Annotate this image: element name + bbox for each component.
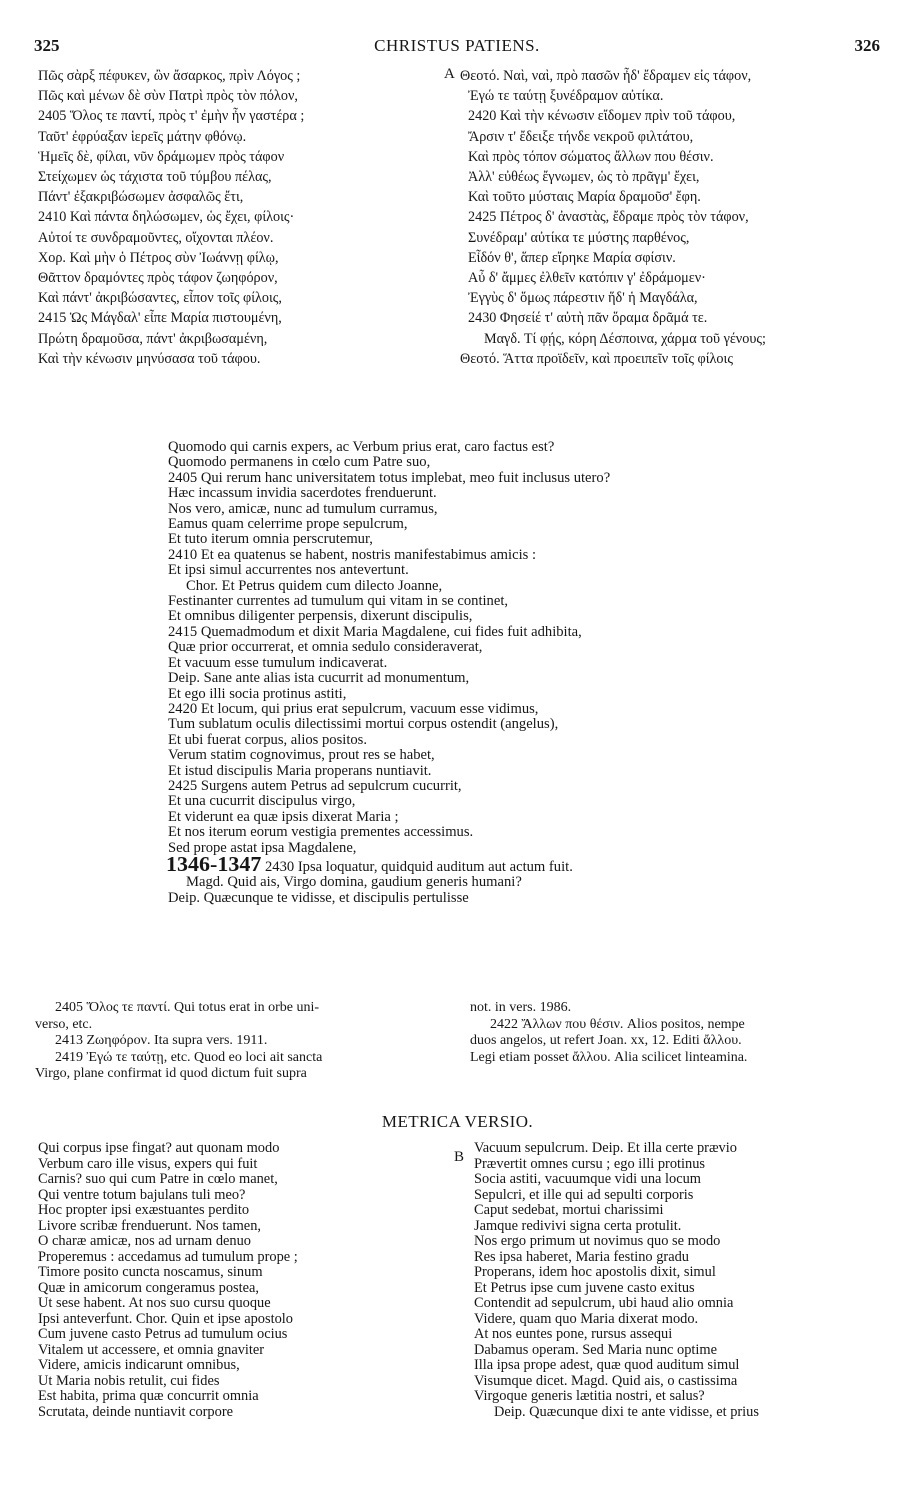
greek-line: 2415 Ὡς Μάγδαλ' εἶπε Μαρία πιστουμένη, <box>38 310 282 327</box>
greek-line: Αὐτοί τε συνδραμοῦντες, οἴχονται πλέον. <box>38 229 274 246</box>
metrica-right-column <box>474 1141 914 1420</box>
greek-line: Ἐγώ τε ταύτῃ ξυνέδραμον αὐτίκα. <box>468 88 664 105</box>
greek-line: Χορ. Καὶ μὴν ὁ Πέτρος σὺν Ἰωάννῃ φίλῳ, <box>38 249 279 266</box>
metrica-line: Qui corpus ipse fingat? aut quonam modo <box>38 1141 280 1156</box>
margin-letter-b: B <box>454 1149 465 1165</box>
footnotes-left <box>35 1000 445 1083</box>
metrica-line: Quæ in amicorum congeramus postea, <box>38 1280 260 1296</box>
latin-line: 2410 Et ea quatenus se habent, nostris manifestabimus amicis : <box>168 547 537 563</box>
latin-line: Quæ prior occurrerat, et omnia sedulo consideraverat, <box>168 640 483 656</box>
footnote-line: Virgo, plane confirmat id quod dictum fuit supra <box>35 1066 307 1082</box>
greek-line: Ἀλλ' εὐθέως ἔγνωμεν, ὡς τὸ πρᾶγμ' ἔχει, <box>468 169 700 186</box>
metrica-line: Carnis? suo qui cum Patre in cœlo manet, <box>38 1172 278 1187</box>
greek-line: 2430 Φησείέ τ' αὐτὴ πᾶν ὅραμα δρᾶμά τε. <box>468 310 708 327</box>
metrica-line: Properemus : accedamus ad tumulum prope ; <box>38 1249 298 1265</box>
metrica-line: Verbum caro ille visus, expers qui fuit <box>38 1156 258 1172</box>
greek-line: Πῶς καὶ μένων δὲ σὺν Πατρὶ πρὸς τὸν πόλον, <box>38 88 298 105</box>
page-header <box>34 36 880 58</box>
latin-line: 2430 Ipsa loquatur, quidquid auditum aut actum fuit. <box>264 859 573 875</box>
latin-line: Et vacuum esse tumulum indicaverat. <box>168 655 388 671</box>
latin-line: 2420 Et locum, qui prius erat sepulcrum, vacuum esse vidimus, <box>168 702 539 717</box>
latin-line: Nos vero, amicæ, nunc ad tumulum curramus, <box>168 501 438 517</box>
footnote-line: 2419 Ἐγώ τε ταύτῃ, etc. Quod eo loci ait sancta <box>55 1049 323 1065</box>
metrica-line: Deip. Quæcunque dixi te ante vidisse, et prius <box>494 1404 759 1420</box>
metrica-line: Hoc propter ipsi exæstuantes perdito <box>38 1203 250 1218</box>
greek-line: Ἄρσιν τ' ἔδειξε τήνδε νεκροῦ φιλτάτου, <box>468 128 694 145</box>
metrica-line: Ipsi anteverfunt. Chor. Quin et ipse apostolo <box>38 1311 293 1327</box>
greek-line: Θᾶττον δραμόντες πρὸς τάφον ζωηφόρον, <box>38 270 278 287</box>
metrica-line: Virgoque generis lætitia nostri, et salus? <box>474 1389 705 1404</box>
footnote-line: 2422 Ἄλλων που θέσιν. Alios positos, nempe <box>490 1016 745 1032</box>
greek-line: 2410 Καὶ πάντα δηλώσωμεν, ὡς ἔχει, φίλοις· <box>38 209 295 226</box>
greek-line: Ἡμεῖς δὲ, φίλαι, νῦν δράμωμεν πρὸς τάφον <box>38 148 285 165</box>
latin-line: Sed prope astat ipsa Magdalene, <box>168 840 357 856</box>
greek-line: Εἶδόν θ', ἅπερ εἴρηκε Μαρία σφίσιν. <box>468 249 676 266</box>
metrica-line: Visumque dicet. Magd. Quid ais, o castissima <box>474 1373 738 1389</box>
metrica-line: Scrutata, deinde nuntiavit corpore <box>38 1404 234 1420</box>
metrica-line: Socia astiti, vacuumque vidi una locum <box>474 1172 702 1187</box>
metrica-line: Videre, amicis indicarunt omnibus, <box>38 1358 240 1373</box>
greek-line: 2420 Καὶ τὴν κένωσιν εἴδομεν πρὶν τοῦ τάφου, <box>468 108 736 125</box>
greek-line: Θεοτό. Ἅττα προϊδεῖν, καὶ προειπεῖν τοῖς φίλοις <box>460 350 733 367</box>
greek-line: Καὶ πρὸς τόπον σώματος ἄλλων που θέσιν. <box>468 148 714 165</box>
greek-line: Πῶς σὰρξ πέφυκεν, ὢν ἄσαρκος, πρὶν Λόγος ; <box>38 68 301 84</box>
latin-translation-block <box>168 440 858 906</box>
metrica-line: Timore posito cuncta noscamus, sinum <box>38 1265 263 1280</box>
footnote-line: not. in vers. 1986. <box>470 1000 572 1015</box>
latin-line: Festinanter currentes ad tumulum qui vitam in se continet, <box>168 594 509 609</box>
metrica-line: Contendit ad sepulcrum, ubi haud alio omnia <box>474 1296 734 1311</box>
greek-line: Καὶ τοῦτο μύσταις Μαρία δραμοῦσ' ἔφη. <box>468 189 701 206</box>
latin-line: Tum sublatum oculis dilectissimi mortui corpus ostendit (angelus), <box>168 717 559 733</box>
metrica-line: Et Petrus ipse cum juvene casto exitus <box>474 1280 695 1296</box>
metrica-line: Illa ipsa prope adest, quæ quod auditum simul <box>474 1358 740 1373</box>
footnote-line: verso, etc. <box>35 1016 93 1032</box>
metrica-line: O charæ amicæ, nos ad urnam denuo <box>38 1234 252 1249</box>
greek-line: Ἐγγὺς δ' ὅμως πάρεστιν ἥδ' ἡ Μαγδάλα, <box>468 290 698 307</box>
latin-line: Deip. Sane ante alias ista cucurrit ad monumentum, <box>168 671 470 686</box>
latin-line: Et omnibus diligenter perpensis, dixerunt discipulis, <box>168 609 473 625</box>
running-title: CHRISTUS PATIENS. <box>374 36 540 55</box>
metrica-line: Ut sese habent. At nos suo cursu quoque <box>38 1296 271 1311</box>
footnote-line: Legi etiam posset ἄλλου. Alia scilicet linteamina. <box>470 1049 748 1065</box>
metrica-line: Dabamus operam. Sed Maria nunc optime <box>474 1342 717 1358</box>
metrica-line: Vitalem ut accessere, et omnia gnaviter <box>38 1342 265 1358</box>
greek-verse-left-column <box>38 66 438 369</box>
section-heading-metrica-versio: METRICA VERSIO. <box>381 1112 534 1131</box>
latin-line: Et ipsi simul accurrentes nos antevertunt. <box>168 563 409 579</box>
metrica-line: Ut Maria nobis retulit, cui fides <box>38 1373 220 1389</box>
metrica-line: Videre, quam quo Maria dixerat modo. <box>474 1311 699 1327</box>
footnote-line: 2405 Ὅλος τε παντί. Qui totus erat in orbe uni- <box>55 1000 320 1015</box>
metrica-line: Est habita, prima quæ concurrit omnia <box>38 1389 259 1404</box>
metrica-line: Caput sedebat, mortui charissimi <box>474 1203 664 1218</box>
footnotes-right <box>470 1000 890 1066</box>
latin-line: Quomodo permanens in cœlo cum Patre suo, <box>168 455 431 471</box>
metrica-line: Qui ventre totum bajulans tuli meo? <box>38 1187 246 1203</box>
metrica-line: At nos euntes pone, rursus assequi <box>474 1327 673 1342</box>
margin-letter-a: A <box>444 66 455 82</box>
greek-line: Πρώτη δραμοῦσα, πάντ' ἀκριβωσαμένη, <box>38 330 268 347</box>
latin-line: Et una cucurrit discipulus virgo, <box>168 794 356 810</box>
greek-line: Πάντ' ἐξακριβώσωμεν ἀσφαλῶς ἔτι, <box>38 189 244 206</box>
latin-line: Hæc incassum invidia sacerdotes frenduerunt. <box>168 486 437 502</box>
page-number-right: 326 <box>854 36 880 55</box>
latin-line: Magd. Quid ais, Virgo domina, gaudium generis humani? <box>186 875 522 891</box>
latin-line: Et istud discipulis Maria properans nuntiavit. <box>168 763 432 779</box>
metrica-line: Livore scribæ frenduerunt. Nos tamen, <box>38 1218 261 1234</box>
latin-line: 2425 Surgens autem Petrus ad sepulcrum cucurrit, <box>168 779 462 794</box>
page-number-left: 325 <box>34 36 60 55</box>
greek-verse-right-column <box>460 66 900 369</box>
footnote-line: duos angelos, ut refert Joan. xx, 12. Editi ἄλλου. <box>470 1033 742 1049</box>
greek-line: Συνέδραμ' αὐτίκα τε μύστης παρθένος, <box>468 229 690 246</box>
greek-line: Αὖ δ' ἄμμες ἐλθεῖν κατόπιν γ' ἐδράμομεν· <box>468 270 706 287</box>
footnote-line: 2413 Ζωηφόρον. Ita supra vers. 1911. <box>55 1033 268 1049</box>
latin-line: Quomodo qui carnis expers, ac Verbum prius erat, caro factus est? <box>168 440 555 455</box>
latin-line: 2405 Qui rerum hanc universitatem totus implebat, meo fuit inclusus utero? <box>168 470 611 486</box>
greek-line: Θεοτό. Ναὶ, ναὶ, πρὸ πασῶν ἦδ' ἔδραμεν εἰς τάφον, <box>460 68 752 84</box>
latin-line-with-column-marker <box>166 856 858 875</box>
latin-line: Deip. Quæcunque te vidisse, et discipulis pertulisse <box>168 890 469 906</box>
column-marker: 1346-1347 <box>166 856 262 876</box>
metrica-left-column <box>38 1141 438 1420</box>
latin-line: Verum statim cognovimus, prout res se habet, <box>168 748 435 763</box>
greek-line: Μαγδ. Τί φῄς, κόρη Δέσποινα, χάρμα τοῦ γένους; <box>484 330 766 347</box>
metrica-line: Sepulcri, et ille qui ad sepulti corporis <box>474 1187 694 1203</box>
greek-line: Στείχωμεν ὡς τάχιστα τοῦ τύμβου πέλας, <box>38 169 272 186</box>
latin-line: Et tuto iterum omnia perscrutemur, <box>168 532 373 548</box>
latin-line: Eamus quam celerrime prope sepulcrum, <box>168 517 408 532</box>
metrica-line: Prævertit omnes cursu ; ego illi protinus <box>474 1156 706 1172</box>
latin-line: 2415 Quemadmodum et dixit Maria Magdalene, cui fides fuit adhibita, <box>168 625 582 640</box>
latin-line: Et ego illi socia protinus astiti, <box>168 686 347 702</box>
greek-line: Καὶ πάντ' ἀκριβώσαντες, εἶπον τοῖς φίλοις, <box>38 290 282 307</box>
metrica-line: Jamque redivivi signa certa protulit. <box>474 1218 682 1234</box>
metrica-line: Properans, idem hoc apostolis dixit, simul <box>474 1265 716 1280</box>
greek-line: Ταῦτ' ἐφρύαξαν ἱερεῖς μάτην φθόνῳ. <box>38 128 247 145</box>
greek-line: Καὶ τὴν κένωσιν μηνύσασα τοῦ τάφου. <box>38 350 261 367</box>
latin-line: Et ubi fuerat corpus, alios positos. <box>168 732 368 748</box>
metrica-line: Vacuum sepulcrum. Deip. Et illa certe prævio <box>474 1141 737 1156</box>
greek-line: 2425 Πέτρος δ' ἀναστὰς, ἔδραμε πρὸς τὸν τάφον, <box>468 209 749 226</box>
metrica-line: Nos ergo primum ut novimus quo se modo <box>474 1234 721 1249</box>
metrica-line: Res ipsa haberet, Maria festino gradu <box>474 1249 689 1265</box>
latin-line: Et nos iterum eorum vestigia prementes accessimus. <box>168 825 474 841</box>
greek-line: 2405 Ὅλος τε παντί, πρὸς τ' ἐμὴν ἦν γαστέρα ; <box>38 108 305 125</box>
latin-line: Et viderunt ea quæ ipsis dixerat Maria ; <box>168 809 399 825</box>
metrica-line: Cum juvene casto Petrus ad tumulum ocius <box>38 1327 288 1342</box>
latin-line: Chor. Et Petrus quidem cum dilecto Joanne, <box>186 578 443 594</box>
